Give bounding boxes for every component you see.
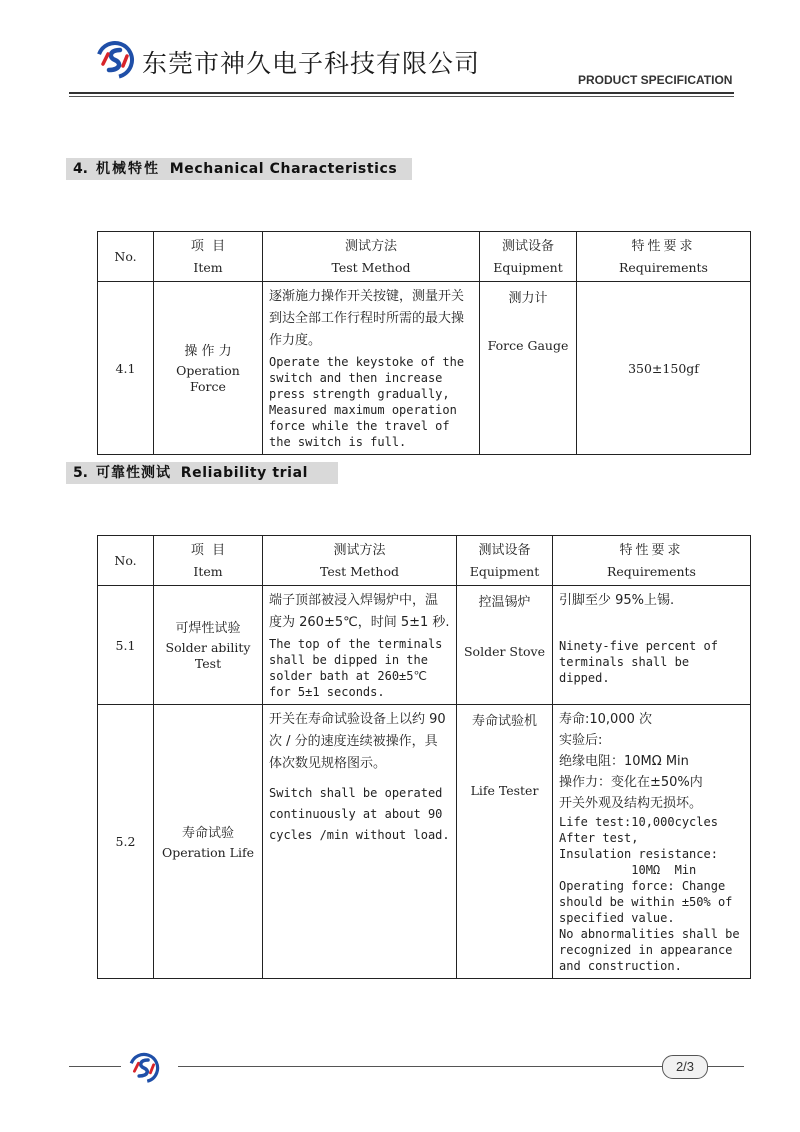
row-item [154,282,263,455]
section-4-heading [66,158,412,180]
header-requirements [577,232,751,282]
row-requirements-en: Ninety-five percent of terminals shall be dipped. [559,639,718,685]
header-requirements-en: Requirements [619,260,708,275]
table-header-row [98,536,751,586]
header-equipment-en: Equipment [493,260,563,275]
header-item [154,536,263,586]
row-equipment-zh: 寿命试验机 [471,714,537,729]
header-requirements [553,536,751,586]
req-zh-line: 开关外观及结构无损坏。 [559,796,703,811]
header-method-en: Test Method [331,260,411,275]
section-5-heading [66,462,338,484]
row-no: 4.1 [98,282,154,455]
header-equipment [480,232,577,282]
row-item-zh: 可焊性试验 [175,621,241,636]
row-method-zh: 开关在寿命试验设备上以约 90 次 / 分的速度连续被操作，具体次数见规格图示。 [269,712,446,771]
section-5-number: 5. [72,465,88,481]
req-zh-line: 绝缘电阻：10MΩ Min [559,754,689,769]
row-item-en: Operation Life [162,845,254,860]
row-no: 5.2 [98,705,154,979]
row-item-zh: 寿命试验 [181,826,234,841]
row-item [154,705,263,979]
row-requirements [553,586,751,705]
footer-rule-end [706,1066,744,1067]
header-requirements-zh: 特性要求 [619,543,684,558]
header-item [154,232,263,282]
header-method [263,232,480,282]
row-requirements-zh [553,705,750,814]
row-equipment-en: Life Tester [470,783,539,798]
header-requirements-zh: 特性要求 [631,239,696,254]
row-method-en: Operate the keystoke of the switch and then increase press strength gradually, Measured maximum operation force while the travel of the switch is full. [269,355,465,449]
req-en-line: 10MΩ Min [559,863,697,877]
product-spec-label: PRODUCT SPECIFICATION [578,73,733,87]
section-4-title-zh: 机械特性 [96,161,160,177]
company-name: 东莞市神久电子科技有限公司 [142,49,481,78]
header-method-en: Test Method [320,564,399,579]
header-item-zh: 项 目 [190,239,226,254]
row-requirements-zh: 引脚至少 95%上锡. [559,593,675,608]
footer-rule-left [69,1066,121,1067]
row-method-en: The top of the terminals shall be dipped in the solder bath at 260±5℃ for 5±1 seconds. [269,637,443,699]
row-requirements-en [553,814,750,978]
row-equipment-en: Solder Stove [463,644,545,659]
req-en-line: and construction. [559,959,682,973]
row-method-zh: 逐渐施力操作开关按键，测量开关到达全部工作行程时所需的最大操作力度。 [269,289,465,348]
row-equipment-zh: 控温锡炉 [478,595,531,610]
req-zh-line: 操作力：变化在±50%内 [559,775,703,790]
header-no: No. [98,536,154,586]
req-en-line: Insulation resistance: [559,847,718,861]
header-item-en: Item [193,260,223,275]
section-5-title-zh: 可靠性测试 [96,465,171,481]
header-equipment [457,536,553,586]
section-5-title-en: Reliability trial [180,465,309,481]
req-en-line: After test, [559,831,639,845]
row-method [263,705,457,979]
footer-logo [128,1052,160,1084]
header-rule-thin [69,96,734,97]
header-method-zh: 测试方法 [333,543,386,558]
section-4-title-en: Mechanical Characteristics [169,161,398,177]
header-item-en: Item [193,564,223,579]
row-no: 5.1 [98,586,154,705]
req-zh-line: 寿命:10,000 次 [559,712,652,727]
row-method-en: Switch shall be operated continuously at about 90 cycles /min without load. [269,786,450,842]
header-rule [69,92,734,94]
header-equipment-zh: 测试设备 [501,239,554,254]
header-equipment-en: Equipment [469,564,540,579]
section-4-number: 4. [72,161,88,177]
row-requirements [553,705,751,979]
row-method [263,586,457,705]
header-equipment-zh: 测试设备 [478,543,531,558]
row-item-en: Solder ability Test [165,640,251,671]
header-requirements-en: Requirements [607,564,696,579]
row-requirements: 350±150gf [577,282,751,455]
req-en-line: specified value. [559,911,675,925]
page-number: 2/3 [662,1055,708,1079]
row-equipment [480,282,577,455]
mechanical-table [97,231,751,455]
table-row [98,282,751,455]
row-item-zh: 操 作 力 [184,344,232,359]
row-method [263,282,480,455]
row-equipment [457,705,553,979]
req-en-line: should be within ±50% of [559,895,733,909]
req-en-line: recognized in appearance [559,943,733,957]
header-item-zh: 项 目 [190,543,226,558]
header-method-zh: 测试方法 [344,239,397,254]
req-zh-line: 实验后: [559,733,603,748]
row-equipment-en: Force Gauge [487,338,569,353]
req-en-line: Life test:10,000cycles [559,815,718,829]
req-en-line: No abnormalities shall be [559,927,740,941]
row-item [154,586,263,705]
reliability-table [97,535,751,979]
header-method [263,536,457,586]
footer-rule-right [178,1066,662,1067]
req-en-line: Operating force: Change [559,879,726,893]
table-header-row [98,232,751,282]
table-row [98,705,751,979]
row-item-en: Operation Force [176,363,240,394]
row-method-zh: 端子顶部被浸入焊锡炉中，温度为 260±5℃，时间 5±1 秒. [269,593,450,630]
company-logo [95,40,135,80]
row-equipment [457,586,553,705]
row-equipment-zh: 测力计 [508,291,548,306]
table-row [98,586,751,705]
header-no: No. [98,232,154,282]
